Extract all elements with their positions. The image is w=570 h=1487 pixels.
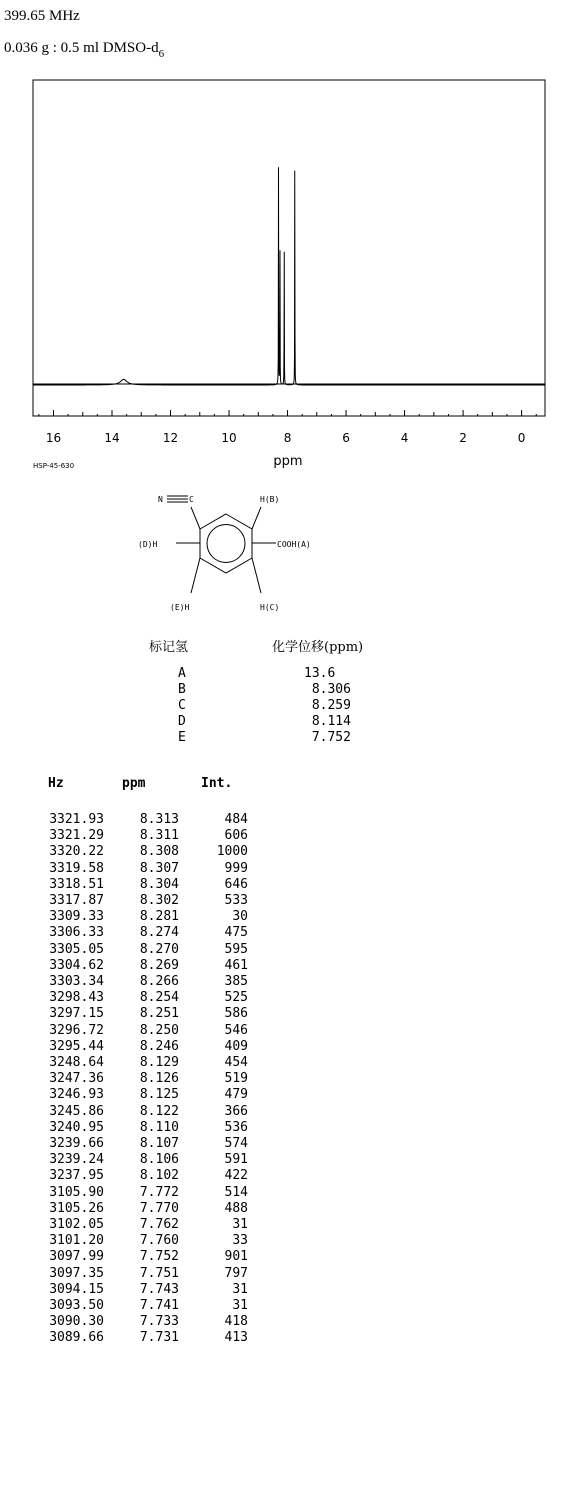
peak-hz: 3303.34: [49, 974, 104, 989]
peak-ppm: 8.311: [139, 828, 179, 844]
peak-hz: 3317.87: [49, 893, 104, 908]
peak-row: [0, 909, 300, 925]
peak-hz: 3094.15: [49, 1281, 104, 1297]
x-tick-label: 8: [283, 431, 292, 445]
atom-c: C: [189, 495, 194, 504]
peak-row: [0, 1330, 300, 1346]
peak-hz: 3309.33: [49, 909, 104, 925]
peak-hz: 3320.22: [49, 844, 104, 860]
x-tick-label: 2: [459, 431, 467, 445]
peak-int: 1000: [216, 844, 248, 860]
peak-row: [0, 1152, 300, 1168]
assignment-label: A: [178, 666, 186, 681]
label-cooh: COOH(A): [277, 540, 311, 549]
peak-int: 33: [232, 1233, 248, 1249]
peak-hz: 3239.24: [49, 1152, 104, 1168]
peak-row: [0, 942, 300, 958]
peak-int: 595: [224, 941, 248, 957]
assignment-label: B: [178, 682, 186, 697]
assignment-row: [0, 730, 570, 746]
peak-int: 999: [224, 860, 248, 876]
peak-row: [0, 958, 300, 974]
peak-ppm: 8.269: [139, 957, 179, 973]
aromatic-circle: [207, 525, 245, 563]
peak-int: 422: [224, 1168, 248, 1184]
peak-ppm: 8.281: [139, 909, 179, 925]
label-hd: (D)H: [138, 540, 158, 549]
assignment-label: E: [178, 730, 186, 745]
assignment-label: D: [178, 714, 186, 729]
peak-hz: 3321.29: [49, 828, 104, 844]
bond-he: [191, 558, 200, 593]
peak-ppm: 8.107: [139, 1136, 179, 1151]
peak-hz: 3247.36: [49, 1071, 104, 1087]
peak-int: 31: [232, 1281, 248, 1297]
peak-hz: 3296.72: [49, 1022, 104, 1038]
assignment-row: [0, 714, 570, 730]
peak-hz: 3304.62: [49, 957, 104, 973]
peak-hz: 3097.35: [49, 1265, 104, 1281]
peak-int: 586: [224, 1006, 248, 1022]
peak-int: 546: [224, 1022, 248, 1038]
peak-int: 591: [224, 1152, 248, 1168]
peak-hz: 3298.43: [49, 990, 104, 1006]
peak-hz: 3090.30: [49, 1314, 104, 1330]
x-tick-label: 10: [221, 431, 237, 445]
header-hz: Hz: [48, 776, 64, 791]
peak-int: 514: [224, 1184, 248, 1200]
peak-row: [0, 1136, 300, 1152]
assignment-shift: 8.259: [304, 698, 351, 713]
peak-int: 797: [224, 1265, 248, 1281]
peak-hz: 3248.64: [49, 1055, 104, 1070]
peak-hz: 3101.20: [49, 1233, 104, 1249]
x-tick-label: 6: [342, 431, 350, 445]
peak-ppm: 7.751: [139, 1265, 179, 1281]
peak-row: [0, 812, 300, 828]
peak-row: [0, 1282, 300, 1298]
peak-hz: 3105.90: [49, 1184, 104, 1200]
peak-hz: 3239.66: [49, 1136, 104, 1151]
peak-hz: 3089.66: [49, 1330, 104, 1346]
peak-row: [0, 893, 300, 909]
peak-int: 31: [232, 1217, 248, 1232]
bond-hc: [252, 558, 261, 593]
peak-ppm: 7.743: [139, 1281, 179, 1297]
peak-ppm: 8.270: [139, 941, 179, 957]
peak-row: [0, 1039, 300, 1055]
peak-ppm: 8.102: [139, 1168, 179, 1184]
assignment-label-header: 标记氢: [149, 640, 189, 655]
peak-ppm: 7.770: [139, 1200, 179, 1216]
peak-hz: 3306.33: [49, 925, 104, 941]
peak-ppm: 8.250: [139, 1022, 179, 1038]
peak-row: [0, 1087, 300, 1103]
peak-hz: 3102.05: [49, 1217, 104, 1232]
peak-row: [0, 1217, 300, 1233]
peak-row: [0, 1023, 300, 1039]
peak-int: 461: [224, 957, 248, 973]
peak-int: 413: [224, 1330, 248, 1346]
peak-row: [0, 1233, 300, 1249]
assignment-label: C: [178, 698, 186, 713]
peak-row: [0, 1055, 300, 1071]
peak-row: [0, 1266, 300, 1282]
bond-hb: [252, 507, 261, 529]
label-he: (E)H: [170, 603, 190, 612]
assignment-shift: 8.114: [304, 714, 351, 729]
peak-hz: 3245.86: [49, 1103, 104, 1119]
header-ppm: ppm: [122, 776, 146, 791]
peak-ppm: 7.760: [139, 1233, 179, 1249]
peak-int: 646: [224, 876, 248, 892]
peak-int: 533: [224, 893, 248, 908]
peak-int: 475: [224, 925, 248, 941]
x-tick-label: 4: [400, 431, 409, 445]
peak-row: [0, 877, 300, 893]
peak-row: [0, 1185, 300, 1201]
peak-ppm: 8.122: [139, 1103, 179, 1119]
peak-int: 536: [224, 1119, 248, 1135]
peak-ppm: 7.772: [139, 1184, 179, 1200]
peak-hz: 3093.50: [49, 1298, 104, 1313]
peak-row: [0, 1071, 300, 1087]
peak-hz: 3319.58: [49, 860, 104, 876]
peak-int: 385: [224, 974, 248, 989]
peak-int: 30: [232, 909, 248, 925]
assignment-shift: 7.752: [304, 730, 351, 745]
peak-ppm: 8.308: [139, 844, 179, 860]
peak-row: [0, 974, 300, 990]
plot-frame: [33, 80, 545, 416]
x-tick-label: 14: [104, 431, 120, 445]
peak-hz: 3295.44: [49, 1038, 104, 1054]
peak-row: [0, 1104, 300, 1120]
x-tick-label: 12: [162, 431, 179, 445]
peak-ppm: 8.126: [139, 1071, 179, 1087]
peak-ppm: 8.274: [139, 925, 179, 941]
peak-row: [0, 1298, 300, 1314]
peak-ppm: 7.731: [139, 1330, 179, 1346]
atom-n: N: [158, 495, 163, 504]
peak-int: 366: [224, 1103, 248, 1119]
x-tick-label: 0: [517, 431, 526, 445]
peak-int: 31: [232, 1298, 248, 1313]
peak-hz: 3237.95: [49, 1168, 104, 1184]
peak-hz: 3321.93: [49, 812, 104, 827]
x-tick-label: 16: [45, 431, 62, 445]
benzene-ring: [200, 514, 252, 573]
peak-hz: 3097.99: [49, 1249, 104, 1265]
peak-row: [0, 1249, 300, 1265]
peak-int: 484: [224, 812, 248, 827]
sample-description: [4, 40, 165, 60]
spectrum-trace: [33, 167, 545, 385]
peak-row: [0, 990, 300, 1006]
peak-row: [0, 1201, 300, 1217]
label-hb: H(B): [260, 495, 280, 504]
peak-row: [0, 1120, 300, 1136]
major-ticks: [53, 410, 521, 416]
peak-row: [0, 1006, 300, 1022]
peak-int: 409: [224, 1038, 248, 1054]
peak-int: 901: [224, 1249, 248, 1265]
peak-hz: 3105.26: [49, 1200, 104, 1216]
peak-row: [0, 1168, 300, 1184]
tick-labels: [46, 431, 526, 445]
assignment-row: [0, 666, 570, 682]
assignment-shift: 8.306: [304, 682, 351, 697]
peak-row: [0, 861, 300, 877]
spectrometer-frequency: 399.65 MHz: [4, 8, 80, 24]
assignment-shift-header: 化学位移(ppm): [272, 640, 364, 655]
peak-int: 488: [224, 1200, 248, 1216]
label-hc: H(C): [260, 603, 280, 612]
peak-int: 574: [224, 1136, 248, 1151]
peak-hz: 3246.93: [49, 1087, 104, 1103]
peak-hz: 3240.95: [49, 1119, 104, 1135]
peak-ppm: 8.307: [139, 860, 179, 876]
spectrum-id-label: HSP-45-630: [33, 462, 75, 470]
peak-ppm: 7.752: [139, 1249, 179, 1265]
peak-int: 525: [224, 990, 248, 1006]
peak-ppm: 8.313: [139, 812, 179, 827]
peak-ppm: 7.762: [139, 1217, 179, 1232]
peak-hz: 3297.15: [49, 1006, 104, 1022]
peak-row: [0, 925, 300, 941]
nmr-spectrum-chart: [0, 60, 570, 480]
peak-row: [0, 828, 300, 844]
x-axis-label: ppm: [273, 454, 303, 469]
peak-ppm: 8.106: [139, 1152, 179, 1168]
peak-hz: 3318.51: [49, 876, 104, 892]
peak-int: 418: [224, 1314, 248, 1330]
peak-int: 519: [224, 1071, 248, 1087]
peak-ppm: 8.125: [139, 1087, 179, 1103]
peak-ppm: 7.741: [139, 1298, 179, 1313]
peak-ppm: 8.266: [139, 974, 179, 989]
peak-ppm: 7.733: [139, 1314, 179, 1330]
header-int: Int.: [201, 776, 233, 791]
peak-ppm: 8.129: [139, 1055, 179, 1070]
peak-row: [0, 844, 300, 860]
peak-ppm: 8.110: [139, 1119, 179, 1135]
sample-subscript: 6: [158, 48, 165, 60]
peak-row: [0, 1314, 300, 1330]
bond-ring-cn: [191, 507, 200, 529]
assignment-shift: 13.6: [304, 666, 336, 681]
peak-ppm: 8.304: [139, 876, 179, 892]
peak-ppm: 8.251: [139, 1006, 179, 1022]
assignment-row: [0, 698, 570, 714]
sample-text: 0.036 g : 0.5 ml DMSO-d: [4, 40, 159, 56]
peak-ppm: 8.246: [139, 1038, 179, 1054]
peak-int: 454: [224, 1055, 248, 1070]
peak-ppm: 8.254: [139, 990, 179, 1006]
assignment-row: [0, 682, 570, 698]
peak-hz: 3305.05: [49, 941, 104, 957]
peak-ppm: 8.302: [139, 893, 179, 908]
peak-int: 479: [224, 1087, 248, 1103]
peak-int: 606: [224, 828, 248, 844]
molecule-structure: [120, 485, 370, 620]
